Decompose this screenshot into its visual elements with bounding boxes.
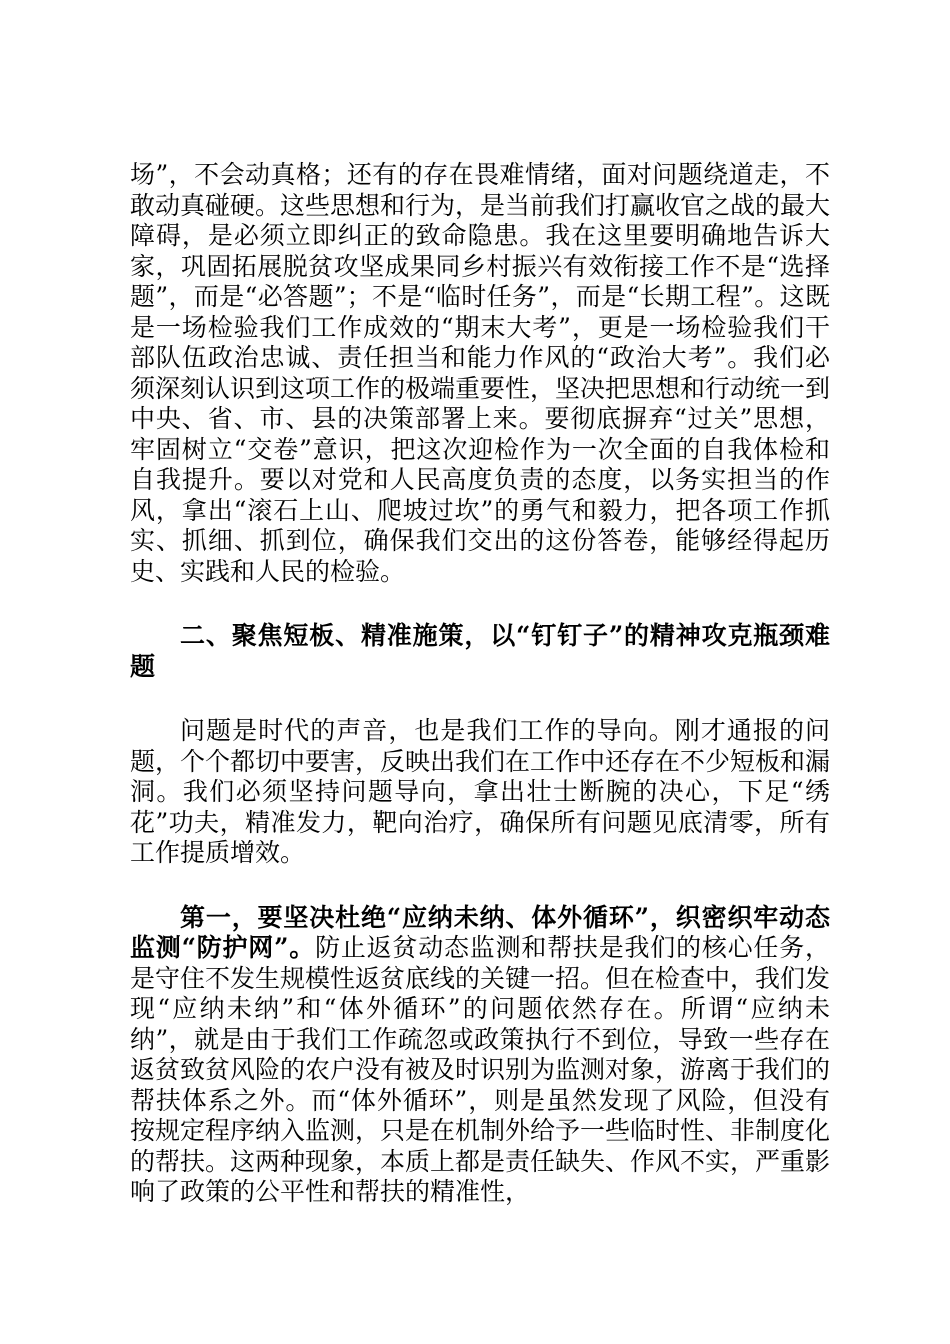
paragraph-3: [130, 903, 830, 1208]
section-heading-2: 二、聚焦短板、精准施策，以“钉钉子”的精神攻克瓶颈难题: [130, 621, 830, 681]
paragraph-3-body: 防止返贫动态监测和帮扶是我们的核心任务，是守住不发生规模性返贫底线的关键一招。但在检查中，我们发现“应纳未纳”和“体外循环”的问题依然存在。所谓“应纳未纳”，就是由于我们工作疏忽或政策执行不到位，导致一些存在返贫致贫风险的农户没有被及时识别为监测对象，游离于我们的帮扶体系之外。而“体外循环”，则是虽然发现了风险，但没有按规定程序纳入监测，只是在机制外给予一些临时性、非制度化的帮扶。这两种现象，本质上都是责任缺失、作风不实，严重影响了政策的公平性和帮扶的精准性，: [130, 933, 831, 1206]
paragraph-1: 场”，不会动真格；还有的存在畏难情绪，面对问题绕道走，不敢动真碰硬。这些思想和行为，是当前我们打赢收官之战的最大障碍，是必须立即纠正的致命隐患。我在这里要明确地告诉大家，巩固拓展脱贫攻坚成果同乡村振兴有效衔接工作不是“选择题”，而是“必答题”；不是“临时任务”，而是“长期工程”。这既是一场检验我们工作成效的“期末大考”，更是一场检验我们干部队伍政治忠诚、责任担当和能力作风的“政治大考”。我们必须深刻认识到这项工作的极端重要性，坚决把思想和行动统一到中央、省、市、县的决策部署上来。要彻底摒弃“过关”思想，牢固树立“交卷”意识，把这次迎检作为一次全面的自我体检和自我提升。要以对党和人民高度负责的态度，以务实担当的作风，拿出“滚石上山、爬坡过坎”的勇气和毅力，把各项工作抓实、抓细、抓到位，确保我们交出的这份答卷，能够经得起历史、实践和人民的检验。: [130, 160, 831, 586]
paragraph-2: 问题是时代的声音，也是我们工作的导向。刚才通报的问题，个个都切中要害，反映出我们在工作中还存在不少短板和漏洞。我们必须坚持问题导向，拿出壮士断腕的决心，下足“绣花”功夫，精准发力，靶向治疗，确保所有问题见底清零，所有工作提质增效。: [130, 716, 831, 867]
document-page: [130, 160, 830, 1208]
paragraph-3-lead: 第一，要坚决杜绝“应纳未纳、体外循环”，织密织牢动态监测“防护网”。: [130, 902, 830, 962]
